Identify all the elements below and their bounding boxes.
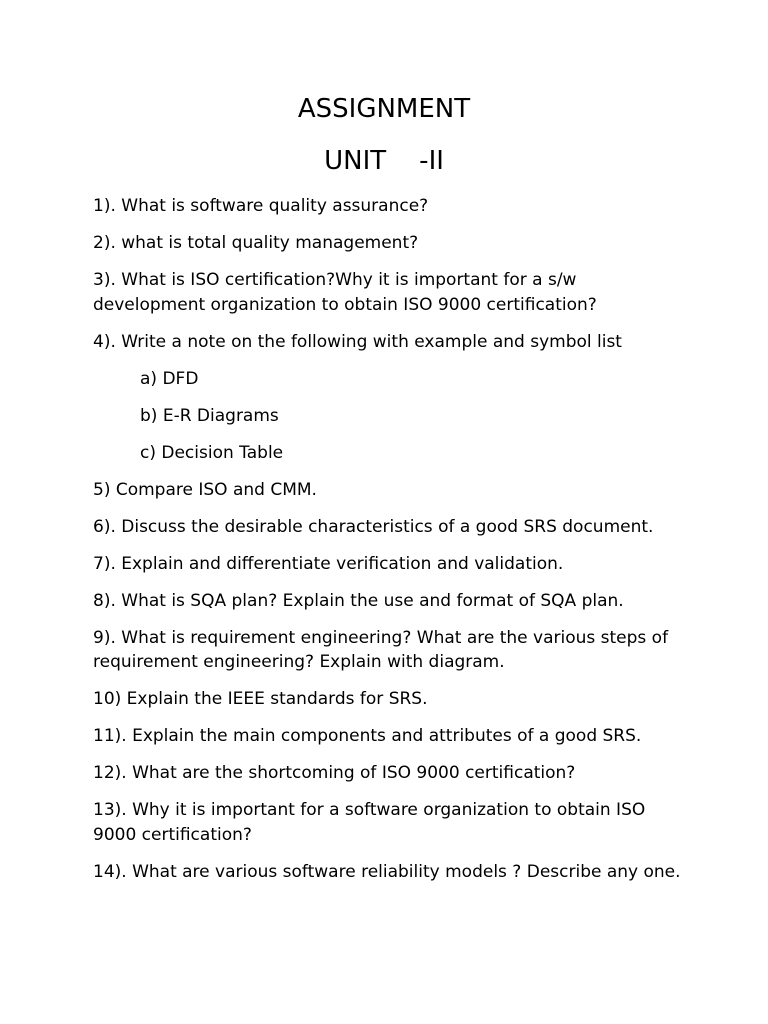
question-4-subitem-c: c) Decision Table bbox=[140, 442, 284, 463]
question-1: 1). What is software quality assurance? bbox=[93, 196, 429, 216]
question-2: 2). what is total quality management? bbox=[93, 233, 419, 253]
question-5: 5) Compare ISO and CMM. bbox=[93, 479, 317, 500]
question-4-subitem-a: a) DFD bbox=[140, 368, 199, 389]
question-9: 9). What is requirement engineering? What are the various steps of requirement engineering? Explain with diagram. bbox=[93, 627, 669, 672]
unit-heading: UNIT -II bbox=[324, 146, 444, 176]
question-12: 12). What are the shortcoming of ISO 9000 certification? bbox=[93, 763, 576, 783]
question-13: 13). Why it is important for a software organization to obtain ISO 9000 certification? bbox=[93, 800, 646, 845]
question-4-subitem-b: b) E-R Diagrams bbox=[140, 405, 279, 426]
question-11: 11). Explain the main components and attributes of a good SRS. bbox=[93, 726, 642, 746]
question-3: 3). What is ISO certification?Why it is important for a s/w development organization to obtain ISO 9000 certification? bbox=[93, 270, 597, 315]
document-title: ASSIGNMENT bbox=[297, 94, 471, 124]
question-7: 7). Explain and differentiate verification and validation. bbox=[93, 553, 564, 574]
question-8: 8). What is SQA plan? Explain the use and format of SQA plan. bbox=[93, 590, 624, 611]
question-14: 14). What are various software reliability models ? Describe any one. bbox=[93, 861, 681, 882]
question-list bbox=[93, 194, 693, 897]
question-6: 6). Discuss the desirable characteristics of a good SRS document. bbox=[93, 516, 654, 537]
question-4: 4). Write a note on the following with example and symbol list bbox=[93, 331, 622, 352]
question-10: 10) Explain the IEEE standards for SRS. bbox=[93, 689, 428, 709]
